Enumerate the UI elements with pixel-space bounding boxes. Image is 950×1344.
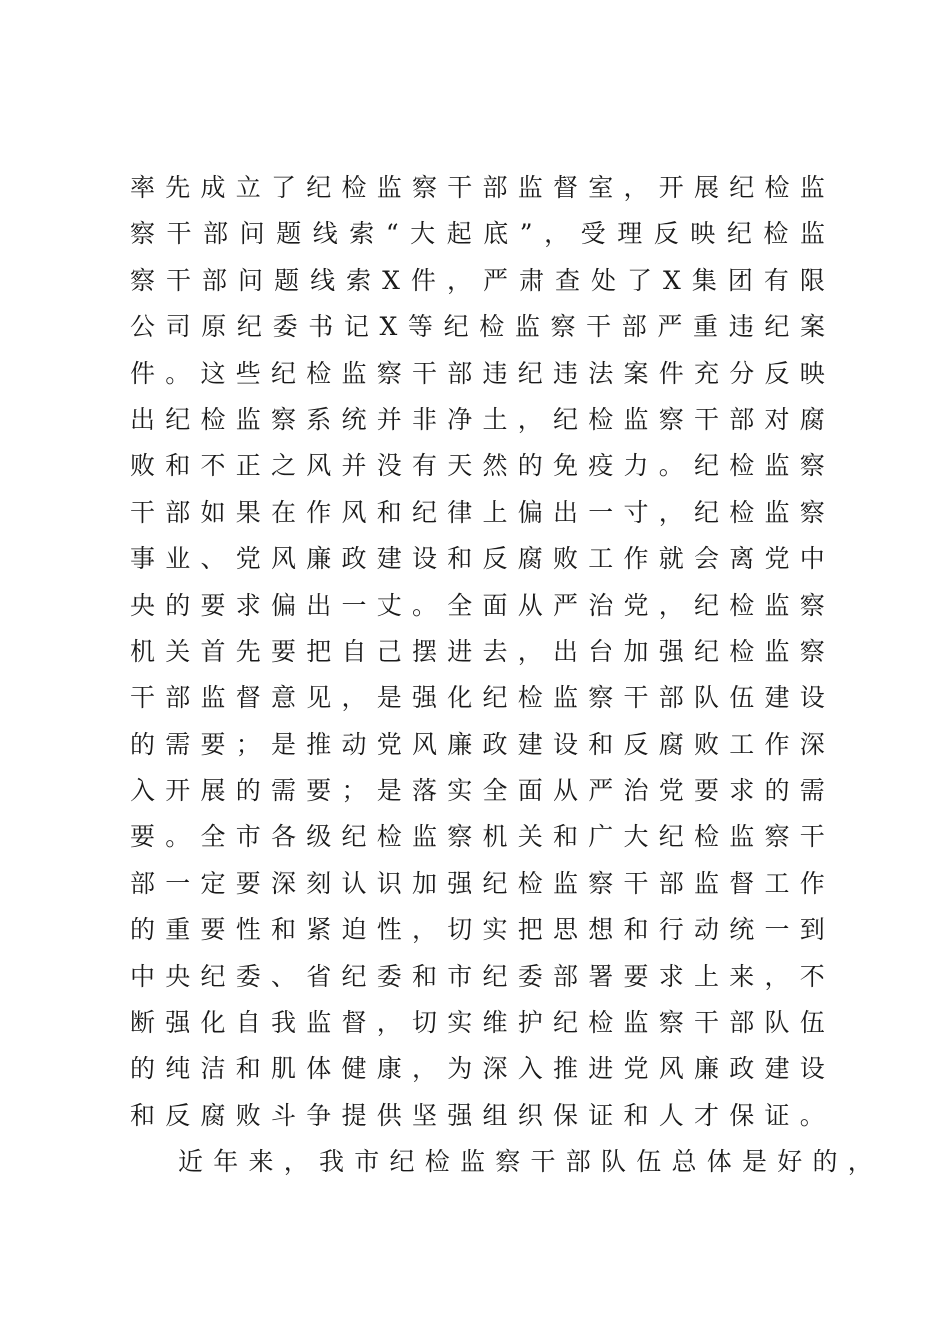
text-line: 入 开 展 的 需 要 ； 是 落 实 全 面 从 严 治 党 要 求 的 需 [130, 776, 825, 806]
text-line: 部 一 定 要 深 刻 认 识 加 强 纪 检 监 察 干 部 监 督 工 作 [130, 868, 825, 898]
text-line: 察 干 部 问 题 线 索 “ 大 起 底 ” ， 受 理 反 映 纪 检 监 [130, 219, 825, 249]
text-line: 干 部 如 果 在 作 风 和 纪 律 上 偏 出 一 寸 ， 纪 检 监 察 [130, 497, 825, 527]
text-line: 中 央 纪 委 、 省 纪 委 和 市 纪 委 部 署 要 求 上 来 ， 不 [130, 961, 825, 991]
text-line: 公 司 原 纪 委 书 记 X 等 纪 检 监 察 干 部 严 重 违 纪 案 [130, 312, 825, 342]
paragraph-first-line: 近 年 来 ， 我 市 纪 检 监 察 干 部 队 伍 总 体 是 好 的 ， [178, 1147, 873, 1177]
text-line: 和 反 腐 败 斗 争 提 供 坚 强 组 织 保 证 和 人 才 保 证 。 [130, 1100, 825, 1130]
text-line: 出 纪 检 监 察 系 统 并 非 净 土 ， 纪 检 监 察 干 部 对 腐 [130, 404, 825, 434]
text-line: 察 干 部 问 题 线 索 X 件 ， 严 肃 查 处 了 X 集 团 有 限 [130, 265, 825, 295]
text-line: 败 和 不 正 之 风 并 没 有 天 然 的 免 疫 力 。 纪 检 监 察 [130, 451, 825, 481]
text-line: 事 业 、 党 风 廉 政 建 设 和 反 腐 败 工 作 就 会 离 党 中 [130, 544, 825, 574]
text-line: 率 先 成 立 了 纪 检 监 察 干 部 监 督 室 ， 开 展 纪 检 监 [130, 173, 825, 202]
body-text [130, 165, 873, 1186]
text-line: 的 需 要 ； 是 推 动 党 风 廉 政 建 设 和 反 腐 败 工 作 深 [130, 729, 825, 759]
text-line: 机 关 首 先 要 把 自 己 摆 进 去 ， 出 台 加 强 纪 检 监 察 [130, 636, 825, 666]
text-line: 的 纯 洁 和 肌 体 健 康 ， 为 深 入 推 进 党 风 廉 政 建 设 [130, 1054, 825, 1084]
text-line: 央 的 要 求 偏 出 一 丈 。 全 面 从 严 治 党 ， 纪 检 监 察 [130, 590, 825, 620]
text-line: 要 。 全 市 各 级 纪 检 监 察 机 关 和 广 大 纪 检 监 察 干 [130, 822, 825, 852]
text-line: 的 重 要 性 和 紧 迫 性 ， 切 实 把 思 想 和 行 动 统 一 到 [130, 915, 825, 945]
text-line: 件 。 这 些 纪 检 监 察 干 部 违 纪 违 法 案 件 充 分 反 映 [130, 358, 825, 388]
text-line: 断 强 化 自 我 监 督 ， 切 实 维 护 纪 检 监 察 干 部 队 伍 [130, 1008, 825, 1038]
text-line: 干 部 监 督 意 见 ， 是 强 化 纪 检 监 察 干 部 队 伍 建 设 [130, 683, 825, 713]
